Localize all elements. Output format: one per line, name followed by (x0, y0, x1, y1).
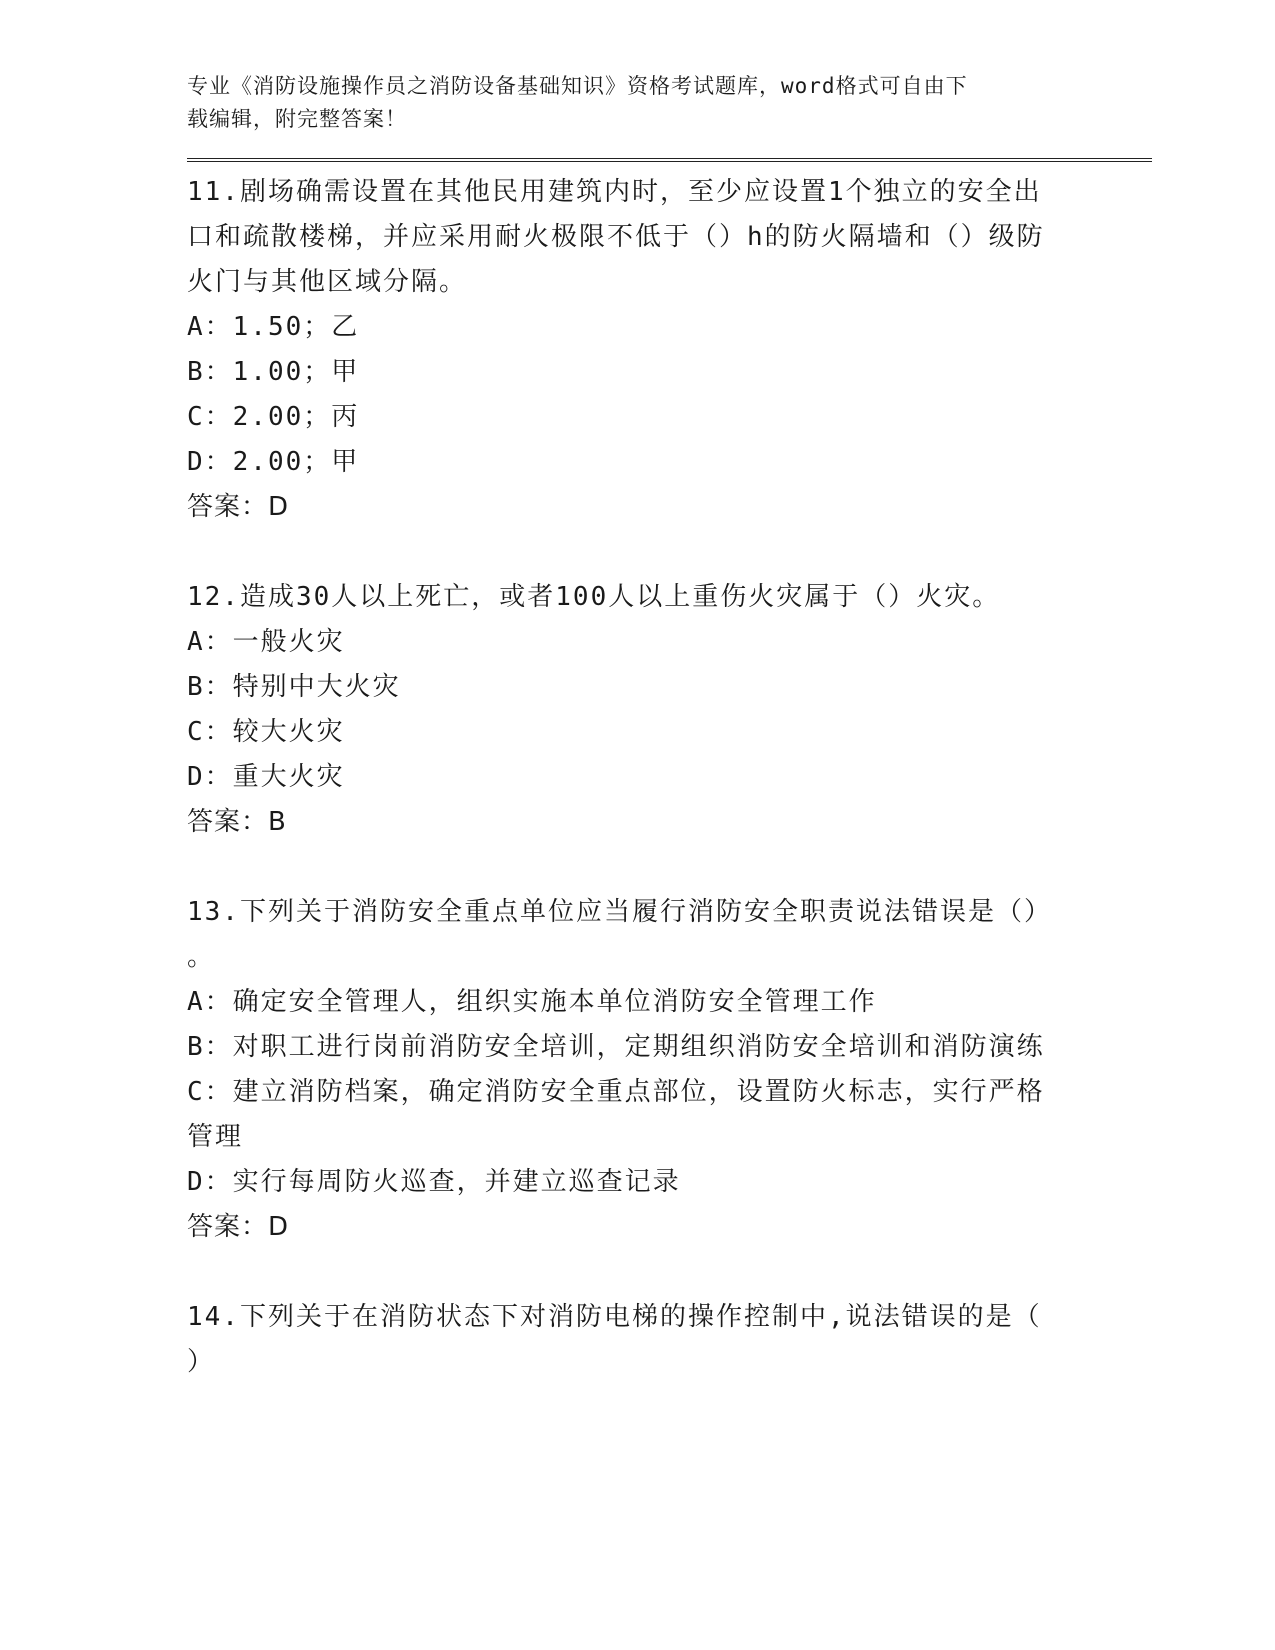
option-c: C：建立消防档案，确定消防安全重点部位，设置防火标志，实行严格 (187, 1077, 1045, 1107)
header-line: 专业《消防设施操作员之消防设备基础知识》资格考试题库，word格式可自由下 (187, 74, 968, 98)
question-stem-line: 12.造成30人以上死亡，或者100人以上重伤火灾属于（）火灾。 (187, 582, 1001, 612)
option-c: C：较大火灾 (187, 717, 345, 747)
question-12 (187, 575, 1152, 845)
answer: 答案：B (187, 807, 287, 837)
option-d: D：2.00；甲 (187, 447, 360, 477)
question-11 (187, 170, 1152, 530)
option-a: A：1.50；乙 (187, 312, 360, 342)
question-stem-line: 13.下列关于消防安全重点单位应当履行消防安全职责说法错误是（） (187, 897, 1052, 927)
document-page (187, 70, 1152, 1385)
question-stem-line: ） (187, 1347, 216, 1377)
option-d: D：实行每周防火巡查，并建立巡查记录 (187, 1167, 681, 1197)
question-13 (187, 890, 1152, 1250)
header-divider (187, 158, 1152, 162)
option-a: A：确定安全管理人，组织实施本单位消防安全管理工作 (187, 987, 877, 1017)
question-stem-line: 口和疏散楼梯，并应采用耐火极限不低于（）h的防火隔墙和（）级防 (187, 222, 1045, 252)
spacer (187, 530, 1152, 575)
question-stem-line: 11.剧场确需设置在其他民用建筑内时，至少应设置1个独立的安全出 (187, 177, 1042, 207)
option-b: B：1.00；甲 (187, 357, 360, 387)
option-b: B：特别中大火灾 (187, 672, 401, 702)
header-line: 载编辑，附完整答案！ (187, 107, 407, 131)
option-b: B：对职工进行岗前消防安全培训，定期组织消防安全培训和消防演练 (187, 1032, 1045, 1062)
spacer (187, 1250, 1152, 1295)
question-stem-line: 14.下列关于在消防状态下对消防电梯的操作控制中,说法错误的是（ (187, 1302, 1042, 1332)
answer: 答案：D (187, 1212, 290, 1242)
question-stem-line: 。 (187, 942, 216, 972)
document-header (187, 70, 1047, 136)
answer: 答案：D (187, 492, 290, 522)
option-c-continued: 管理 (187, 1122, 244, 1152)
question-stem-line: 火门与其他区域分隔。 (187, 267, 468, 297)
option-d: D：重大火灾 (187, 762, 345, 792)
spacer (187, 845, 1152, 890)
question-14 (187, 1295, 1152, 1385)
option-c: C：2.00；丙 (187, 402, 360, 432)
option-a: A：一般火灾 (187, 627, 345, 657)
